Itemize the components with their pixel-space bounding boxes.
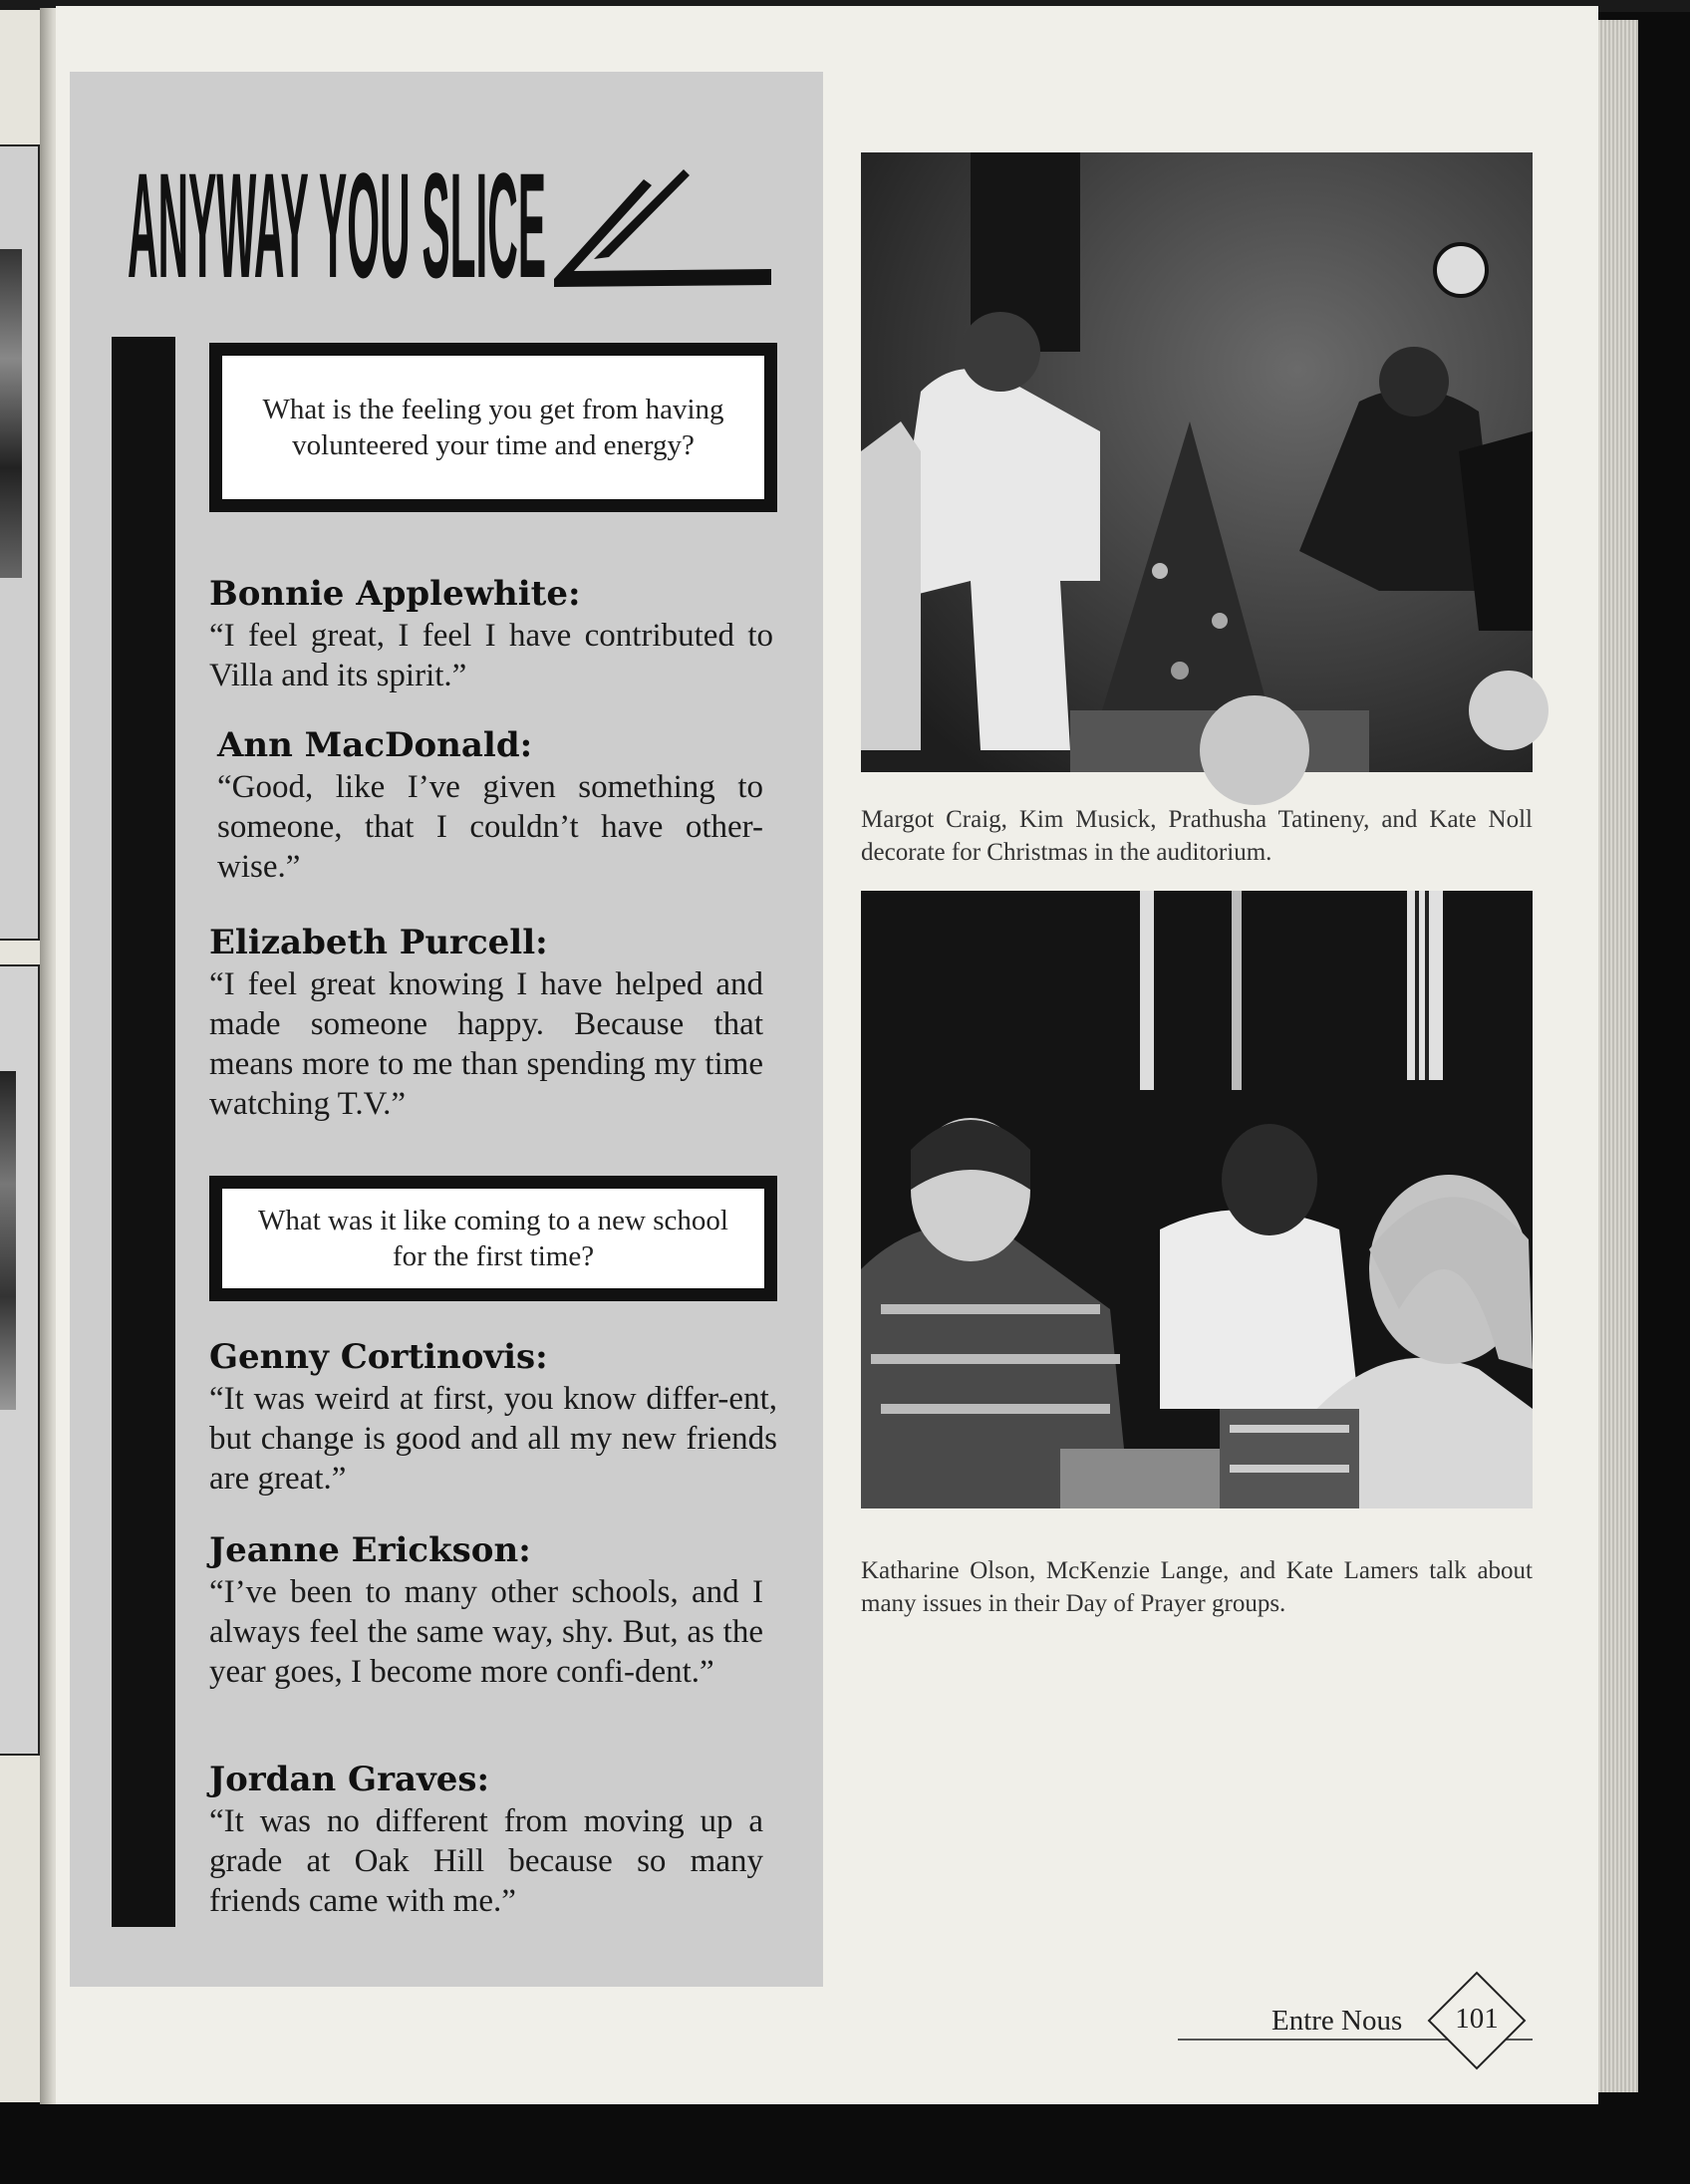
speaker-quote: “Good, like I’ve given something to someone, that I couldn’t have other-wise.”: [217, 769, 763, 885]
speaker-name: Jordan Graves:: [209, 1760, 490, 1799]
page-title: [126, 110, 783, 309]
photo-caption: Margot Craig, Kim Musick, Prathusha Tatineny, and Kate Noll decorate for Christmas in the auditorium.: [861, 806, 1533, 866]
question-box: [209, 343, 777, 512]
quote-entry: [209, 1528, 763, 1692]
quote-entry: [217, 723, 763, 887]
speaker-quote: “It was no different from moving up a grade at Oak Hill because so many friends came with me.”: [209, 1803, 763, 1919]
speaker-quote: “It was weird at first, you know differ-ent, but change is good and all my new friends are great.”: [209, 1381, 777, 1497]
photo-caption: Katharine Olson, McKenzie Lange, and Kate Lamers talk about many issues in their Day of Prayer groups.: [861, 1557, 1533, 1617]
speaker-name: Ann MacDonald:: [217, 725, 533, 765]
question-text: What is the feeling you get from having volunteered your time and energy?: [262, 394, 724, 461]
page-number: 101: [1455, 2003, 1499, 2035]
page-stack-edge: [1598, 20, 1638, 2092]
quote-entry: [209, 1335, 777, 1499]
speaker-name: Bonnie Applewhite:: [209, 574, 581, 614]
quote-entry: [209, 1758, 763, 1921]
speaker-name: Genny Cortinovis:: [209, 1337, 548, 1377]
day-of-prayer-photo: [861, 891, 1533, 1508]
christmas-decorating-photo: [861, 152, 1533, 772]
prev-page-photo: [0, 249, 22, 578]
question-box: [209, 1176, 777, 1301]
speaker-quote: “I feel great knowing I have helped and made someone happy. Because that means more to me than spending my time watching T.V.”: [209, 966, 763, 1122]
quote-entry: [209, 921, 763, 1124]
speaker-name: Elizabeth Purcell:: [209, 923, 548, 962]
speaker-quote: “I’ve been to many other schools, and I always feel the same way, shy. But, as the year goes, I become more confi-dent.”: [209, 1574, 763, 1690]
prev-page-photo: [0, 1071, 16, 1410]
question-text: What was it like coming to a new school for the first time?: [258, 1205, 728, 1272]
speaker-quote: “I feel great, I feel I have contributed to Villa and its spirit.”: [209, 618, 773, 693]
decorative-bar: [112, 337, 175, 1927]
quote-entry: [209, 572, 773, 695]
page-title-text: ANYWAY YOU SLICE: [128, 141, 546, 309]
publication-name: Entre Nous: [1271, 2005, 1403, 2037]
speaker-name: Jeanne Erickson:: [209, 1530, 531, 1570]
